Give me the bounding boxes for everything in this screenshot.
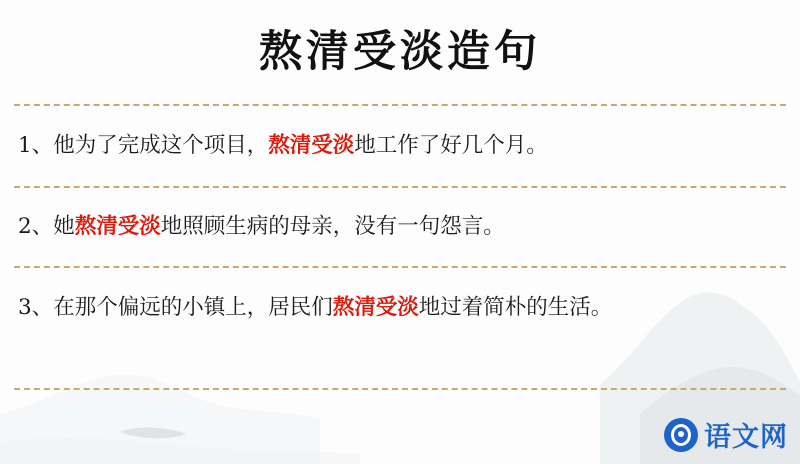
sentence-text-after: 地工作了好几个月。	[354, 133, 548, 158]
sentence-text-after: 地照顾生病的母亲，没有一句怨言。	[160, 214, 505, 239]
watermark-text: 语文网	[704, 422, 788, 453]
divider-2	[14, 266, 786, 268]
sentence-text-before: 他为了完成这个项目，	[53, 133, 269, 158]
yin-yang-icon	[664, 418, 698, 452]
sentence-index: 1、	[18, 133, 54, 158]
sentence-text-before: 她	[53, 214, 75, 239]
divider-top	[14, 104, 786, 106]
divider-bottom	[14, 388, 786, 390]
sentence-item	[18, 207, 778, 247]
sentence-index: 2、	[18, 214, 54, 239]
sentence-index: 3、	[18, 295, 54, 320]
sentence-keyword: 熬清受淡	[74, 214, 161, 239]
sentence-keyword: 熬清受淡	[332, 295, 419, 320]
sentence-item	[18, 288, 778, 328]
watermark-logo	[664, 415, 788, 454]
sentence-text-before: 在那个偏远的小镇上，居民们	[53, 295, 333, 320]
sentence-item	[18, 126, 778, 166]
page-title: 熬清受淡造句	[259, 27, 541, 77]
sentence-text-after: 地过着简朴的生活。	[418, 295, 613, 320]
divider-1	[14, 186, 786, 188]
sentence-keyword: 熬清受淡	[268, 133, 355, 158]
